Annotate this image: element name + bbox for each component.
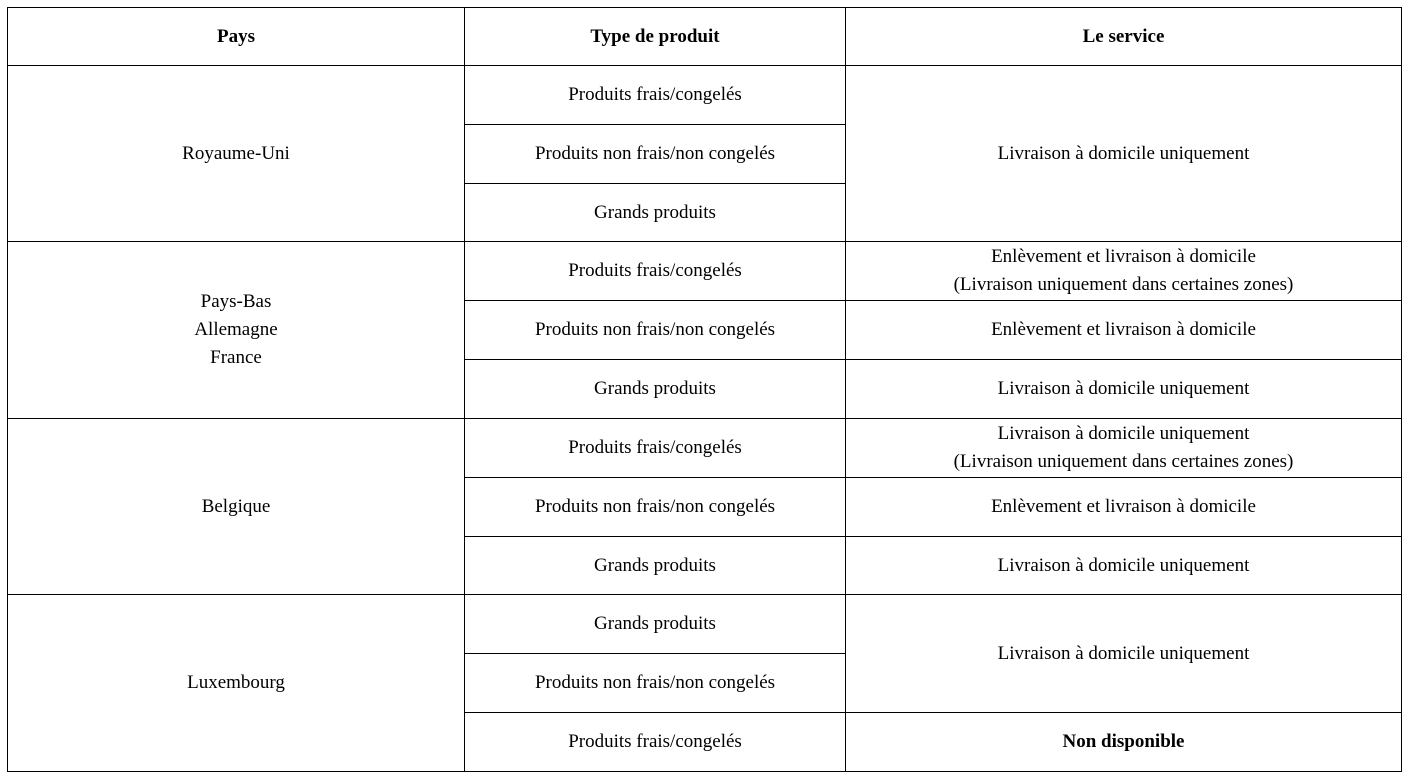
service-cell: [846, 242, 1402, 301]
header-product-type: Type de produit: [465, 8, 846, 66]
delivery-services-table: [7, 7, 1402, 772]
table-row: [8, 418, 1402, 477]
service-cell: Livraison à domicile uniquement: [846, 536, 1402, 595]
product-cell: Produits non frais/non congelés: [465, 654, 846, 713]
product-cell: Produits non frais/non congelés: [465, 124, 846, 183]
header-country: Pays: [8, 8, 465, 66]
table-row: [8, 242, 1402, 301]
header-service: Le service: [846, 8, 1402, 66]
service-note: (Livraison uniquement dans certaines zones): [953, 450, 1294, 472]
header-row: [8, 8, 1402, 66]
country-name: Belgique: [201, 495, 271, 517]
product-cell: Produits non frais/non congelés: [465, 477, 846, 536]
service-text: Livraison à domicile uniquement: [997, 422, 1250, 444]
table-row: [8, 595, 1402, 654]
country-name: Luxembourg: [187, 672, 285, 694]
country-name: Royaume-Uni: [182, 142, 290, 164]
service-cell: Livraison à domicile uniquement: [846, 595, 1402, 713]
service-cell: [846, 418, 1402, 477]
service-cell: Livraison à domicile uniquement: [846, 66, 1402, 242]
product-cell: Grands produits: [465, 536, 846, 595]
product-cell: Produits frais/congelés: [465, 418, 846, 477]
country-name: Pays-Bas: [200, 291, 272, 313]
service-text: Enlèvement et livraison à domicile: [991, 246, 1256, 268]
product-cell: Produits frais/congelés: [465, 242, 846, 301]
service-cell-unavailable: Non disponible: [846, 713, 1402, 772]
product-cell: Produits non frais/non congelés: [465, 301, 846, 360]
service-cell: Enlèvement et livraison à domicile: [846, 477, 1402, 536]
table-row: [8, 66, 1402, 125]
product-cell: Grands produits: [465, 360, 846, 419]
product-cell: Produits frais/congelés: [465, 713, 846, 772]
country-name: Allemagne: [194, 319, 278, 341]
service-note: (Livraison uniquement dans certaines zones): [953, 274, 1294, 296]
country-cell: [8, 242, 465, 418]
country-cell: [8, 418, 465, 594]
product-cell: Grands produits: [465, 183, 846, 242]
product-cell: Grands produits: [465, 595, 846, 654]
country-cell: [8, 66, 465, 242]
service-cell: Enlèvement et livraison à domicile: [846, 301, 1402, 360]
product-cell: Produits frais/congelés: [465, 66, 846, 125]
country-cell: [8, 595, 465, 772]
country-name: France: [210, 347, 262, 369]
service-cell: Livraison à domicile uniquement: [846, 360, 1402, 419]
